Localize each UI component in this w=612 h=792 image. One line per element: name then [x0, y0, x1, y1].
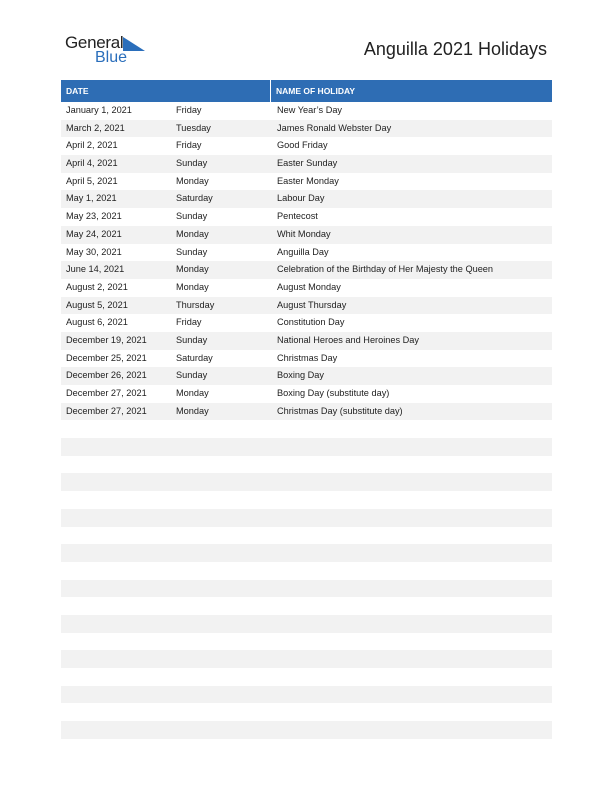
- holiday-date: December 26, 2021: [66, 370, 147, 381]
- empty-row: [61, 509, 552, 527]
- holiday-date: January 1, 2021: [66, 105, 132, 115]
- table-row: [61, 314, 552, 332]
- holiday-name: Christmas Day: [277, 352, 338, 363]
- generalblue-logo: [65, 33, 155, 69]
- table-row: [61, 137, 552, 155]
- table-row: [61, 385, 552, 403]
- table-body: [61, 102, 552, 739]
- holiday-date: August 2, 2021: [66, 281, 128, 292]
- holiday-name: New Year’s Day: [277, 105, 343, 115]
- holiday-date: April 2, 2021: [66, 140, 118, 151]
- empty-row: [61, 721, 552, 739]
- holiday-date: May 30, 2021: [66, 246, 122, 257]
- empty-row: [61, 562, 552, 580]
- table-row: [61, 279, 552, 297]
- empty-row: [61, 686, 552, 704]
- holiday-name: August Monday: [277, 281, 341, 292]
- holiday-date: August 5, 2021: [66, 299, 128, 310]
- table-row: [61, 367, 552, 385]
- holiday-weekday: Sunday: [176, 334, 208, 345]
- holiday-name: Celebration of the Birthday of Her Majesty the Queen: [277, 264, 494, 275]
- header-holiday-name: NAME OF HOLIDAY: [276, 86, 356, 96]
- logo-word-general: General: [65, 33, 124, 52]
- empty-row: [61, 650, 552, 668]
- table-row: [61, 208, 552, 226]
- holiday-date: June 14, 2021: [66, 264, 125, 275]
- holiday-name: Boxing Day: [277, 370, 324, 381]
- logo-word-blue: Blue: [95, 49, 128, 66]
- holiday-name: August Thursday: [277, 299, 347, 310]
- holiday-weekday: Friday: [176, 317, 202, 328]
- table-row: [61, 173, 552, 191]
- empty-row: [61, 456, 552, 474]
- empty-row: [61, 420, 552, 438]
- holiday-weekday: Saturday: [176, 352, 213, 363]
- holiday-weekday: Monday: [176, 388, 209, 398]
- holiday-weekday: Sunday: [176, 246, 208, 257]
- empty-row: [61, 473, 552, 491]
- holiday-name: Constitution Day: [277, 317, 345, 328]
- holiday-date: December 27, 2021: [66, 388, 147, 398]
- document-title: Anguilla 2021 Holidays: [363, 39, 547, 59]
- holiday-date: April 5, 2021: [66, 175, 118, 186]
- holiday-date: April 4, 2021: [66, 158, 118, 169]
- holiday-date: December 19, 2021: [66, 334, 147, 345]
- holiday-weekday: Sunday: [176, 211, 208, 222]
- holiday-weekday: Friday: [176, 140, 202, 151]
- holiday-name: Boxing Day (substitute day): [277, 388, 390, 398]
- table-row: [61, 403, 552, 421]
- empty-row: [61, 580, 552, 598]
- empty-row: [61, 438, 552, 456]
- holiday-weekday: Monday: [176, 264, 209, 275]
- holiday-name: Anguilla Day: [277, 246, 329, 257]
- table-row: [61, 297, 552, 315]
- holiday-name: Labour Day: [277, 193, 325, 204]
- holiday-date: December 25, 2021: [66, 352, 147, 363]
- holiday-date: May 1, 2021: [66, 193, 117, 204]
- empty-row: [61, 491, 552, 509]
- holiday-table: [61, 80, 552, 739]
- empty-row: [61, 668, 552, 686]
- empty-row: [61, 615, 552, 633]
- holiday-date: May 23, 2021: [66, 211, 122, 222]
- holiday-weekday: Tuesday: [176, 122, 211, 133]
- holiday-date: March 2, 2021: [66, 122, 125, 133]
- holiday-name: Good Friday: [277, 140, 328, 151]
- empty-row: [61, 633, 552, 651]
- holiday-weekday: Sunday: [176, 370, 208, 381]
- table-row: [61, 155, 552, 173]
- holiday-weekday: Thursday: [176, 299, 215, 310]
- holiday-name: Pentecost: [277, 211, 318, 222]
- holiday-weekday: Monday: [176, 175, 209, 186]
- table-row: [61, 226, 552, 244]
- empty-row: [61, 703, 552, 721]
- table-row: [61, 120, 552, 138]
- table-row: [61, 350, 552, 368]
- holiday-name: National Heroes and Heroines Day: [277, 334, 419, 345]
- holiday-weekday: Monday: [176, 405, 209, 416]
- holiday-weekday: Friday: [176, 105, 202, 115]
- holiday-date: August 6, 2021: [66, 317, 128, 328]
- holiday-weekday: Monday: [176, 228, 209, 239]
- holiday-date: May 24, 2021: [66, 228, 122, 239]
- table-header: [61, 80, 552, 102]
- empty-row: [61, 527, 552, 545]
- holiday-name: Whit Monday: [277, 228, 331, 239]
- header-date: DATE: [61, 80, 271, 102]
- table-row: [61, 332, 552, 350]
- table-row: [61, 244, 552, 262]
- holiday-name: Easter Sunday: [277, 158, 338, 169]
- table-row: [61, 261, 552, 279]
- holiday-name: Christmas Day (substitute day): [277, 405, 403, 416]
- table-row: [61, 102, 552, 120]
- holiday-name: Easter Monday: [277, 175, 339, 186]
- holiday-date: December 27, 2021: [66, 405, 147, 416]
- holiday-weekday: Sunday: [176, 158, 208, 169]
- holiday-name: James Ronald Webster Day: [277, 122, 392, 133]
- empty-row: [61, 544, 552, 562]
- holiday-weekday: Saturday: [176, 193, 213, 204]
- holiday-weekday: Monday: [176, 281, 209, 292]
- table-row: [61, 190, 552, 208]
- empty-row: [61, 597, 552, 615]
